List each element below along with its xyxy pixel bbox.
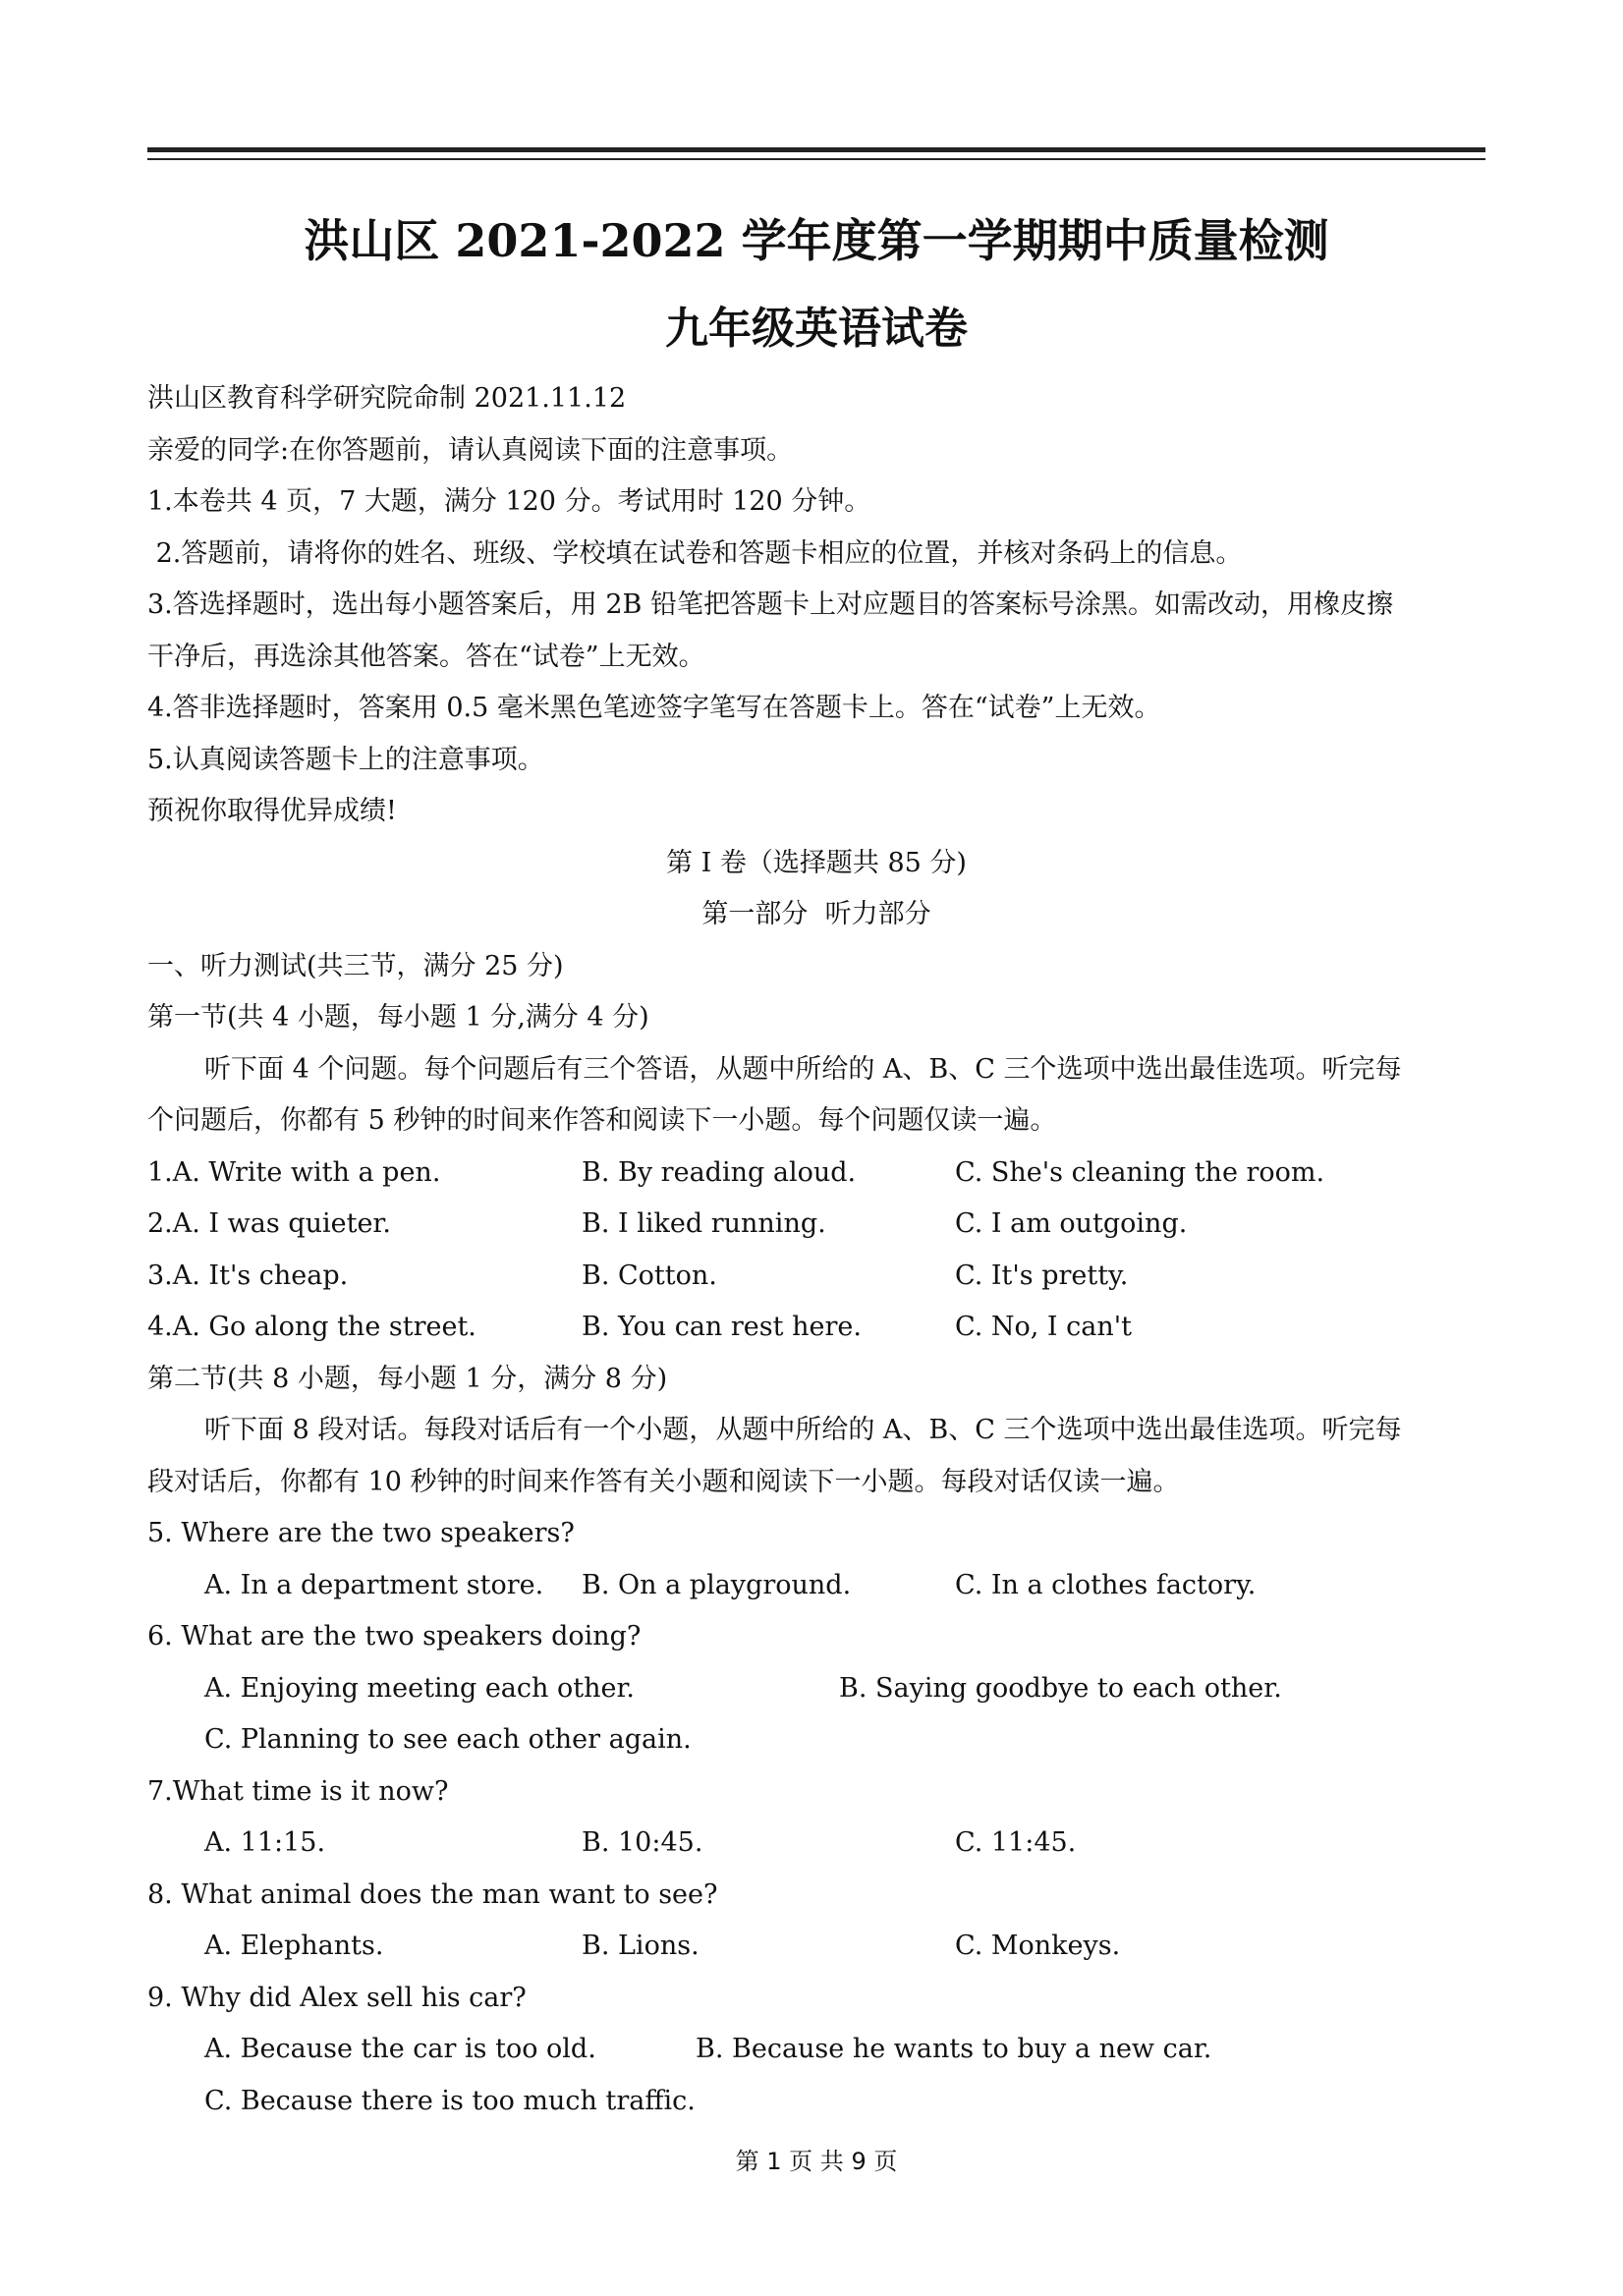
q8-option-a: A. Elephants. — [204, 1931, 384, 1961]
volume-title: 第 I 卷（选择题共 85 分) — [666, 847, 967, 878]
sub1-instruction-1: 听下面 4 个问题。每个问题后有三个答语，从题中所给的 A、B、C 三个选项中选出最佳选项。听完每 — [204, 1053, 1402, 1085]
exam-subtitle: 九年级英语试卷 — [665, 304, 968, 354]
q1-option-c: C. She's cleaning the room. — [955, 1156, 1325, 1188]
q4-option-c: C. No, I can't — [955, 1312, 1133, 1342]
q2-option-c: C. I am outgoing. — [955, 1208, 1188, 1239]
header-rule-thick — [147, 147, 1485, 152]
q2-option-a: 2.A. I was quieter. — [147, 1208, 391, 1239]
exam-title: 洪山区 2021-2022 学年度第一学期期中质量检测 — [304, 214, 1329, 267]
q9-option-b: B. Because he wants to buy a new car. — [696, 2034, 1212, 2064]
header-rule-thin — [147, 158, 1485, 160]
sub2-instruction-2: 段对话后，你都有 10 秒钟的时间来作答有关小题和阅读下一小题。每段对话仅读一遍。 — [147, 1466, 1180, 1497]
question-5-options — [147, 1560, 1485, 1612]
q3-option-b: B. Cotton. — [582, 1260, 717, 1291]
q3-option-c: C. It's pretty. — [955, 1260, 1129, 1291]
note-2: 2.答题前，请将你的姓名、班级、学校填在试卷和答题卡相应的位置，并核对条码上的信息。 — [147, 537, 1243, 569]
q7-option-c: C. 11:45. — [955, 1827, 1077, 1858]
question-9-options — [147, 2024, 1485, 2076]
q2-option-b: B. I liked running. — [582, 1208, 826, 1239]
q5-stem: 5. Where are the two speakers? — [147, 1518, 575, 1548]
q6-option-c: C. Planning to see each other again. — [204, 1724, 692, 1755]
q1-option-a: 1.A. Write with a pen. — [147, 1156, 441, 1188]
q8-stem: 8. What animal does the man want to see? — [147, 1878, 718, 1910]
q8-option-c: C. Monkeys. — [955, 1931, 1121, 1961]
wish: 预祝你取得优异成绩! — [147, 796, 397, 826]
q4-option-a: 4.A. Go along the street. — [147, 1312, 476, 1342]
note-3-line-2: 干净后，再选涂其他答案。答在“试卷”上无效。 — [147, 641, 705, 672]
q4-option-b: B. You can rest here. — [582, 1312, 862, 1342]
q1-option-b: B. By reading aloud. — [582, 1156, 857, 1188]
greeting: 亲爱的同学:在你答题前，请认真阅读下面的注意事项。 — [147, 434, 794, 466]
question-6-options — [147, 1663, 1485, 1715]
q5-option-a: A. In a department store. — [204, 1569, 544, 1600]
q7-stem: 7.What time is it now? — [147, 1775, 449, 1807]
sub2-instruction-1: 听下面 8 段对话。每段对话后有一个小题，从题中所给的 A、B、C 三个选项中选出最佳选项。听完每 — [204, 1415, 1402, 1445]
section-heading: 一、听力测试(共三节，满分 25 分) — [147, 950, 564, 981]
page-number: 第 1 页 共 9 页 — [735, 2148, 898, 2175]
note-4: 4.答非选择题时，答案用 0.5 毫米黑色笔迹签字笔写在答题卡上。答在“试卷”上无效。 — [147, 693, 1161, 723]
q6-option-a: A. Enjoying meeting each other. — [204, 1672, 635, 1704]
sub2-heading: 第二节(共 8 小题，每小题 1 分，满分 8 分) — [147, 1363, 668, 1394]
q5-option-c: C. In a clothes factory. — [955, 1569, 1257, 1600]
q9-stem: 9. Why did Alex sell his car? — [147, 1982, 527, 2013]
exam-body — [147, 373, 1485, 2127]
question-8-options — [147, 1921, 1485, 1973]
author-line: 洪山区教育科学研究院命制 2021.11.12 — [147, 383, 627, 414]
q5-option-b: B. On a playground. — [582, 1569, 852, 1600]
question-4 — [147, 1302, 1485, 1354]
q7-option-a: A. 11:15. — [204, 1827, 326, 1858]
question-2 — [147, 1199, 1485, 1251]
note-5: 5.认真阅读答题卡上的注意事项。 — [147, 744, 544, 775]
question-3 — [147, 1251, 1485, 1303]
sub1-heading: 第一节(共 4 小题，每小题 1 分,满分 4 分) — [147, 1002, 649, 1033]
question-1 — [147, 1148, 1485, 1200]
note-1: 1.本卷共 4 页，7 大题，满分 120 分。考试用时 120 分钟。 — [147, 486, 871, 517]
sub1-instruction-2: 个问题后，你都有 5 秒钟的时间来作答和阅读下一小题。每个问题仅读一遍。 — [147, 1105, 1057, 1136]
q9-option-c: C. Because there is too much traffic. — [204, 2085, 696, 2116]
q6-stem: 6. What are the two speakers doing? — [147, 1621, 642, 1652]
q3-option-a: 3.A. It's cheap. — [147, 1260, 349, 1291]
q7-option-b: B. 10:45. — [582, 1827, 703, 1858]
q8-option-b: B. Lions. — [582, 1931, 700, 1961]
question-7-options — [147, 1818, 1485, 1870]
q9-option-a: A. Because the car is too old. — [204, 2034, 596, 2064]
note-3-line-1: 3.答选择题时，选出每小题答案后，用 2B 铅笔把答题卡上对应题目的答案标号涂黑。如需改动，用橡皮擦 — [147, 589, 1393, 620]
q6-option-b: B. Saying goodbye to each other. — [839, 1672, 1282, 1704]
part-title: 第一部分 听力部分 — [701, 899, 931, 929]
